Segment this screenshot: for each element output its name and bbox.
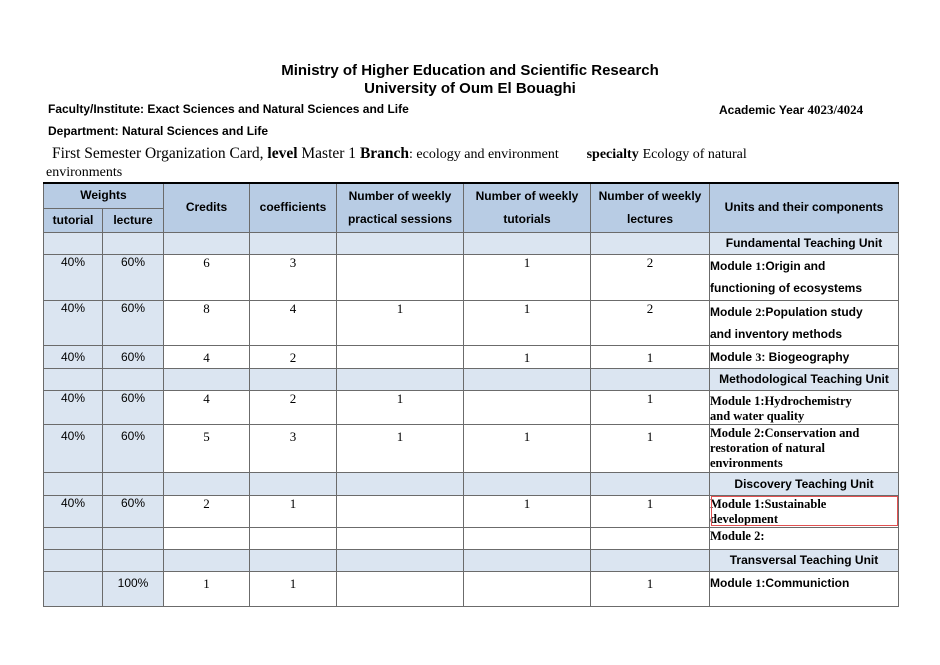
tutorials-value: 1 [464, 495, 591, 527]
module-number: 2 [755, 304, 762, 319]
lectures-header-line1: Number of weekly [598, 188, 702, 203]
tutorials-value: 1 [464, 345, 591, 368]
module-cell [710, 571, 899, 606]
module-prefix: Module [710, 258, 756, 273]
coefficient-value: 1 [250, 571, 337, 606]
module-title-cont: restoration of natural [710, 440, 826, 455]
module-title: :Communiction [761, 575, 850, 590]
module-title: Module 2:Conservation and [710, 425, 860, 440]
ministry-title: Ministry of Higher Education and Scientific Research [281, 62, 659, 79]
lecture-weight: 60% [103, 390, 164, 424]
credits-value: 5 [164, 424, 250, 472]
methodological-unit-label: Methodological Teaching Unit [710, 368, 899, 390]
university-title: University of Oum El Bouaghi [364, 80, 576, 97]
credits-header: Credits [164, 183, 250, 232]
practical-value: 1 [337, 424, 464, 472]
unit-band-transversal [44, 549, 899, 571]
module-title-cont: development [710, 511, 779, 526]
module-title: : Biogeography [761, 349, 850, 364]
module-cell [710, 300, 899, 345]
lectures-value: 2 [591, 254, 710, 300]
practical-sessions-header [337, 183, 464, 232]
practical-value [337, 571, 464, 606]
lectures-header [591, 183, 710, 232]
tutorial-weight [44, 571, 103, 606]
lectures-value: 1 [591, 424, 710, 472]
module-title: Module 1:Hydrochemistry [710, 393, 852, 408]
table-row [44, 390, 899, 424]
branch-label: Branch [359, 145, 410, 162]
coefficient-value: 3 [250, 254, 337, 300]
units-header: Units and their components [710, 183, 899, 232]
credits-value: 6 [164, 254, 250, 300]
academic-year-label: Academic Year [719, 103, 805, 117]
organization-card-line [46, 145, 882, 180]
coefficient-value: 2 [250, 390, 337, 424]
module-cell [710, 527, 899, 549]
module-number: 1 [755, 575, 762, 590]
branch-value: : ecology and environment [409, 147, 559, 162]
level-label: level [267, 145, 298, 162]
discovery-unit-label: Discovery Teaching Unit [710, 472, 899, 495]
unit-band-fundamental [44, 232, 899, 254]
credits-value: 8 [164, 300, 250, 345]
tutorial-weight: 40% [44, 254, 103, 300]
table-row [44, 527, 899, 549]
academic-year [719, 102, 863, 118]
module-prefix: Module [710, 304, 756, 319]
lectures-value: 2 [591, 300, 710, 345]
credits-value: 4 [164, 390, 250, 424]
tutorial-weight: 40% [44, 495, 103, 527]
practical-value [337, 495, 464, 527]
coefficient-value: 2 [250, 345, 337, 368]
lectures-header-line2: lectures [626, 211, 674, 226]
tutorials-value: 1 [464, 300, 591, 345]
module-title-cont: environments [710, 455, 783, 470]
practical-value [337, 254, 464, 300]
coefficient-value: 1 [250, 495, 337, 527]
lecture-weight: 60% [103, 345, 164, 368]
department-line: Department: Natural Sciences and Life [48, 124, 269, 138]
practical-value: 1 [337, 390, 464, 424]
module-prefix: Module [710, 349, 756, 364]
tutorials-header-line1: Number of weekly [475, 188, 579, 203]
module-number: 1 [755, 258, 762, 273]
specialty-value: Ecology of natural [642, 147, 747, 162]
card-title: First Semester Organization Card, [52, 145, 264, 162]
module-cell [710, 424, 899, 472]
credits-value: 4 [164, 345, 250, 368]
organization-table [43, 182, 899, 607]
specialty-label: specialty [586, 147, 639, 162]
faculty-line: Faculty/Institute: Exact Sciences and Natural Sciences and Life [48, 102, 409, 116]
module-cell [710, 390, 899, 424]
tutorials-value: 1 [464, 424, 591, 472]
module-title: :Origin and [761, 258, 826, 273]
level-value: Master 1 [301, 145, 357, 162]
tutorials-value [464, 571, 591, 606]
credits-value: 2 [164, 495, 250, 527]
module-cell [710, 254, 899, 300]
module-prefix: Module [710, 575, 756, 590]
practical-value [337, 345, 464, 368]
practical-header-line1: Number of weekly [348, 188, 452, 203]
table-row [44, 495, 899, 527]
tutorials-value: 1 [464, 254, 591, 300]
module-title: Module 1:Sustainable [710, 496, 827, 511]
module-title-cont: and water quality [710, 408, 805, 423]
lectures-value: 1 [591, 495, 710, 527]
credits-value: 1 [164, 571, 250, 606]
lecture-weight: 60% [103, 254, 164, 300]
module-title: Module 2: [710, 528, 765, 543]
table-row [44, 424, 899, 472]
module-title: :Population study [761, 304, 863, 319]
table-row [44, 254, 899, 300]
tutorial-weight: 40% [44, 390, 103, 424]
module-title-cont: functioning of ecosystems [710, 280, 863, 295]
lecture-weight: 60% [103, 300, 164, 345]
academic-year-value: 4023/4024 [807, 102, 864, 117]
table-row [44, 300, 899, 345]
lecture-header: lecture [103, 208, 164, 232]
specialty-wrap: environments [46, 165, 123, 180]
lectures-value: 1 [591, 345, 710, 368]
lectures-value: 1 [591, 571, 710, 606]
fundamental-unit-label: Fundamental Teaching Unit [710, 232, 899, 254]
lectures-value: 1 [591, 390, 710, 424]
tutorial-weight: 40% [44, 345, 103, 368]
unit-band-discovery [44, 472, 899, 495]
tutorial-weight: 40% [44, 424, 103, 472]
weights-header: Weights [44, 183, 164, 208]
practical-header-line2: practical sessions [347, 211, 453, 226]
coefficient-value: 3 [250, 424, 337, 472]
module-number: 3 [755, 349, 762, 364]
module-title-cont: and inventory methods [710, 326, 843, 341]
table-row [44, 571, 899, 606]
module-cell-highlighted [710, 495, 899, 527]
tutorials-header-line2: tutorials [503, 211, 551, 226]
tutorial-weight: 40% [44, 300, 103, 345]
tutorials-value [464, 390, 591, 424]
coefficients-header: coefficients [250, 183, 337, 232]
lecture-weight: 60% [103, 424, 164, 472]
practical-value: 1 [337, 300, 464, 345]
lecture-weight: 60% [103, 495, 164, 527]
tutorial-header: tutorial [44, 208, 103, 232]
unit-band-methodological [44, 368, 899, 390]
transversal-unit-label: Transversal Teaching Unit [710, 549, 899, 571]
tutorials-header [464, 183, 591, 232]
lecture-weight: 100% [103, 571, 164, 606]
module-cell [710, 345, 899, 368]
coefficient-value: 4 [250, 300, 337, 345]
table-row [44, 345, 899, 368]
